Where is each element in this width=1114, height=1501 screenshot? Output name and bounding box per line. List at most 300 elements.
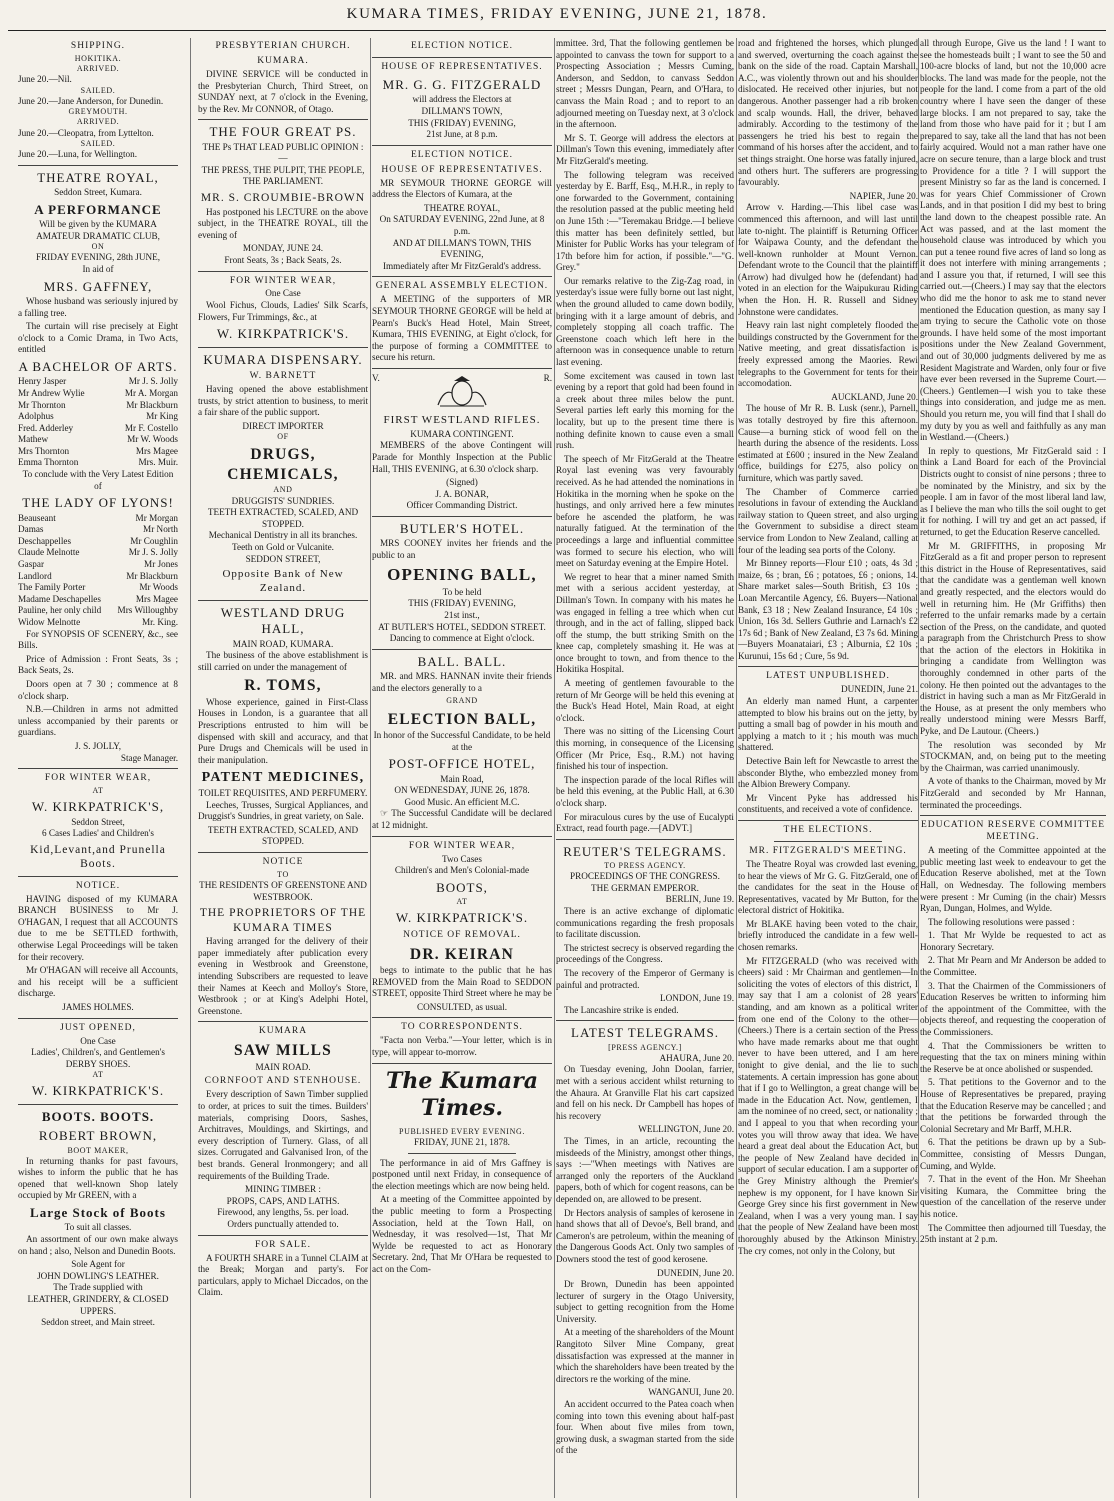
ad-line: LEATHER, GRINDERY, & CLOSED UPPERS. xyxy=(27,1293,169,1316)
cast-row xyxy=(18,513,178,525)
character-name: Claude Melnotte xyxy=(18,547,80,558)
shipping-entry: June 20.—Luna, for Wellington. xyxy=(18,149,138,160)
ad-line: THE Ps THAT LEAD PUBLIC OPINION :— xyxy=(202,141,364,164)
ad-line: THIS (FRIDAY) EVENING, xyxy=(408,598,516,609)
sailed-label: SAILED. xyxy=(80,139,116,149)
ad-line: CONSULTED, as usual. xyxy=(416,1001,507,1012)
ad-heading: PRESBYTERIAN CHURCH. xyxy=(215,41,351,51)
arrived-label: ARRIVED. xyxy=(76,64,120,74)
ad-title: Large Stock of Boots xyxy=(30,1205,166,1220)
paragraph: Whose experience, gained in First-Class Houses in London, is a guarantee that all Prescriptions entrusted to him will be dispensed with skill and accuracy, and that Pure Drugs and Chemicals will be used in their manipulation. xyxy=(198,696,368,765)
signature: J. A. BONAR, xyxy=(435,488,489,499)
paragraph: In reply to questions, Mr FitzGerald said : I think a Land Board for each of the Provincial Districts ought to consist of nine persons ; three to be nominated by the Ministry, and six by the people. I am in favor of the most liberal land law, as I believe the man who tills the soil ought to get it for nothing. I will try and get an act passed, if returned, to get the Education Reserve cancelled. xyxy=(920,445,1106,537)
cast-row xyxy=(18,536,178,548)
dateline: DUNEDIN, June 21. xyxy=(840,684,918,695)
actor-name: Mr Blackburn xyxy=(126,399,178,410)
ad-line: Good Music. An efficient M.C. xyxy=(404,796,520,807)
ad-line: Dancing to commence at Eight o'clock. xyxy=(389,633,535,644)
rule xyxy=(18,768,178,769)
ad-title: BUTLER'S HOTEL. xyxy=(399,520,525,536)
paragraph: Having arranged for the delivery of their paper immediately after publication every evening in Westbrook and Greenstone, intending Subscribers are requested to leave their Names at Keech and Molloy's Store, Westbrook ; or at King's Adelphi Hotel, Greenstone. xyxy=(198,936,368,1016)
ad-line: BOOT MAKER, xyxy=(67,1145,129,1155)
ad-title: MR. G. G. FITZGERALD xyxy=(382,76,542,92)
paragraph: An assortment of our own make always on hand ; also, Nelson and Dunedin Boots. xyxy=(18,1233,178,1256)
paragraph: Mr Vincent Pyke has addressed his constituents, and received a vote of confidence. xyxy=(738,792,918,815)
section-subheading: [PRESS AGENCY.] xyxy=(608,1042,682,1052)
character-name: Mr Thornton xyxy=(18,399,66,410)
ad-title: KUMARA DISPENSARY. xyxy=(203,351,363,367)
ad-heading: KUMARA xyxy=(258,1026,308,1037)
play-title: A BACHELOR OF ARTS. xyxy=(18,358,178,374)
paragraph: An accident occurred to the Patea coach when coming into town this evening about half-past four. When about five miles from town, growing dusk, a swagman started from the side of the xyxy=(556,1399,734,1456)
port-hokitika: HOKITIKA. xyxy=(74,53,122,63)
ad-title: ELECTION BALL, xyxy=(387,710,537,728)
dateline: WELLINGTON, June 20. xyxy=(638,1124,734,1135)
ad-line: OF xyxy=(277,432,289,442)
dateline: AHAURA, June 20. xyxy=(659,1052,734,1063)
paragraph: begs to intimate to the public that he has REMOVED from the Main Road to SEDDON STREET, opposite Third Street where he may be xyxy=(372,965,552,999)
cast-row xyxy=(18,376,178,388)
ad-title: R. TOMS, xyxy=(244,677,322,695)
rule xyxy=(198,1021,368,1022)
cast-row xyxy=(18,411,178,423)
paragraph: Detective Bain left for Newcastle to arrest the absconder Blythe, who embezzled money from the Albion Brewery Company. xyxy=(738,756,918,790)
paragraph: HAVING disposed of my KUMARA BRANCH BUSINESS to Mr J. O'HAGAN, I request that all ACCOUNTS due to me be SETTLED forthwith, otherwise Legal Proceedings will be taken for their recovery. xyxy=(18,893,178,962)
ad-line: Immediately after Mr FitzGerald's address. xyxy=(382,260,542,271)
actor-name: Mr Jones xyxy=(144,559,178,570)
ad-title: BOOTS, xyxy=(436,879,488,895)
cast-list xyxy=(18,513,178,629)
ad-line: Mechanical Dentistry in all its branches. xyxy=(208,530,358,541)
column-5 xyxy=(738,38,918,1498)
paragraph: 1. That Mr Wylde be requested to act as Honorary Secretary. xyxy=(920,930,1106,952)
paragraph: There is an active exchange of diplomatic communications regarding the fresh proposals to facilitate discussion. xyxy=(556,906,734,940)
character-name: Fred. Adderley xyxy=(18,422,74,433)
paragraph: The performance in aid of Mrs Gaffney is postponed until next Friday, in consequence of the election meetings which are now being held. xyxy=(372,1157,552,1191)
rule xyxy=(372,1017,552,1018)
ad-line: TO xyxy=(277,870,289,879)
cast-row xyxy=(18,388,178,400)
paragraph: A meeting of gentlemen favourable to the return of Mr George will be held this evening at the Buck's Head Hotel, Main Road, at eight o'clock. xyxy=(556,678,734,723)
ad-line: Ladies', Children's, and Gentlemen's xyxy=(31,1047,165,1058)
ad-line: Two Cases xyxy=(442,853,482,864)
paragraph: MEMBERS of the above Contingent will Parade for Monthly Inspection at the Public Hall, THIS EVENING, at 6.30 o'clock sharp. xyxy=(372,440,552,474)
ad-title: Kid,Levant,and Prunella Boots. xyxy=(30,843,166,871)
signature: J. S. JOLLY, xyxy=(74,740,122,751)
dateline: LONDON, June 19. xyxy=(659,993,734,1004)
paragraph: The Times, in an article, recounting the misdeeds of the Ministry, amongst other things, says :—"When meetings with Natives are arranged only the reporters of the Auckland papers, both of which for cogent reasons, can be depended on, are allowed to be present. xyxy=(556,1135,734,1204)
rule xyxy=(372,57,552,58)
newspaper-title: The Kumara Times. xyxy=(385,1067,539,1122)
ad-line: One Case xyxy=(80,1035,116,1046)
paragraph: 6. That the petitions be drawn up by a Sub-Committee, consisting of Messrs Dungan, Cuming, and Wylde. xyxy=(920,1137,1106,1171)
ad-line: 6 Cases Ladies' and Children's xyxy=(41,828,154,839)
ad-title: ROBERT BROWN, xyxy=(38,1128,158,1144)
paragraph-text: The Successful Candidate will be declared at 12 midnight. xyxy=(372,808,552,830)
rule xyxy=(18,165,178,166)
ad-line: Children's and Men's Colonial-made xyxy=(394,865,530,876)
column-divider xyxy=(918,38,919,1498)
ad-heading: W. BARNETT xyxy=(249,371,317,382)
rule xyxy=(372,836,552,837)
actor-name: Mrs. Muir. xyxy=(138,457,178,468)
rule xyxy=(372,1063,552,1064)
rule xyxy=(556,839,734,840)
ad-line: THIS (FRIDAY) EVENING, xyxy=(408,117,516,128)
paragraph: The following telegram was received yesterday by E. Barff, Esq., M.H.R., in reply to one forwarded to the Government, containing the resolution passed at the public meeting held on June 15th :—"Teremakau Bridge.—I believe this matter has been definitely settled, but Minister for Public Works has your telegram of 17th before him for action, if possible."—"G. Grey." xyxy=(556,169,734,273)
ad-line: One Case xyxy=(265,288,301,299)
character-name: Mathew xyxy=(18,434,49,445)
paragraph: Mr FITZGERALD (who was received with cheers) said : Mr Chairman and gentlemen—In soliciting the votes of electors of this district, I may say that I am a colonist of 28 years' standing, and am known as a political writer from one end of the Colony to the other—(Cheers.) There is a certain section of the Press who have made remarks about me that ought never to have been uttered, and I am here tonight to give denial, and the lie to such statements. A certain impression has gone about that if I go to Wellington, a great change will be made in the Education Act. Now, gentlemen, I am the nominee of no creed, sect, or nationality ; and I appeal to you that when recording your votes you will throw away that idea. We have heard a great deal about the Education Act, but the people of New Zealand have decided in support of secular education. I am a supporter of the Grey Ministry although the Premier's nephew is my opponent, for I have known Sir George Grey since his first government in New Zealand, when I was a very young man. I say that the people of New Zealand have been most thoroughly abused by the Atkinson Ministry. The cry comes, not only in the Colony, but xyxy=(738,955,918,1256)
column-2 xyxy=(198,38,368,1498)
rule xyxy=(372,649,552,650)
dateline: AUCKLAND, June 20. xyxy=(831,391,918,402)
paragraph: Wool Fichus, Clouds, Ladies' Silk Scarfs, Flowers, Fur Trimmings, &c., at xyxy=(198,300,368,322)
paragraph: MR SEYMOUR THORNE GEORGE will address the Electors of Kumara, at the xyxy=(372,177,552,200)
paragraph: Mr O'HAGAN will receive all Accounts, and his receipt will be a sufficient discharge. xyxy=(18,965,178,999)
paragraph: On Tuesday evening, John Doolan, farrier, met with a serious accident whilst returning to the Ahaura. At Granville Flat his cart capsized and fell on his neck. Dr Campbell has hopes of his recovery xyxy=(556,1064,734,1121)
ad-title: PATENT MEDICINES, xyxy=(201,770,365,786)
section-subheading: TO PRESS AGENCY. xyxy=(604,861,686,871)
ad-line: Firewood, any lengths, 5s. per load. xyxy=(217,1207,349,1218)
paragraph: Every description of Sawn Timber supplied to order, at prices to suit the times. Builders' materials, comprising Doors, Sashes, Architraves, Mouldings, and Skirtings, and every description of Turnery. Glass, of all sizes. Corrugated and Galvanised Iron, of the best brands. General Ironmongery; and all requirements of the Building Trade. xyxy=(198,1089,368,1181)
cast-row xyxy=(18,457,178,469)
ad-title: W. KIRKPATRICK'S. xyxy=(216,326,350,342)
character-name: Adolphus xyxy=(18,411,54,422)
cast-row xyxy=(18,547,178,559)
character-name: Deschappelles xyxy=(18,535,72,546)
dateline: DUNEDIN, June 20. xyxy=(656,1267,734,1278)
masthead: KUMARA TIMES, FRIDAY EVENING, JUNE 21, 1878. xyxy=(346,6,768,22)
ad-heading: ELECTION NOTICE. xyxy=(410,41,513,51)
actor-name: Mr North xyxy=(143,524,178,535)
paragraph: The Lancashire strike is ended. xyxy=(564,1004,679,1015)
ad-line: PROPS, CAPS, AND LATHS. xyxy=(226,1195,340,1206)
paragraph: 7. That in the event of the Hon. Mr Sheehan visiting Kumara, the Committee bring the question of the cancellation of the reserve under his notice. xyxy=(920,1174,1106,1219)
sailed-label: SAILED. xyxy=(80,85,116,95)
paragraph: The business of the above establishment is still carried on under the management of xyxy=(198,650,368,672)
shipping-entry: June 20.—Nil. xyxy=(18,74,72,85)
rule xyxy=(372,276,552,277)
paragraph: At a meeting of the shareholders of the Mount Rangitoto Silver Mine Company, great dissatisfaction was expressed at the manner in which the shareholders have been treated by the directors re the working of the mine. xyxy=(556,1327,734,1384)
column-divider xyxy=(370,38,371,1498)
vr-letter: R. xyxy=(543,372,552,383)
ad-heading: GENERAL ASSEMBLY ELECTION. xyxy=(375,281,549,292)
theatre-address: Seddon Street, Kumara. xyxy=(54,187,142,198)
paragraph: The following resolutions were passed : xyxy=(928,916,1075,927)
column-3 xyxy=(372,38,552,1498)
actor-name: Mrs Magee xyxy=(135,445,178,456)
ad-line: In honor of the Successful Candidate, to be held at the xyxy=(373,730,551,752)
performance-date: FRIDAY EVENING, 28th JUNE, xyxy=(35,252,161,263)
rule xyxy=(556,1020,734,1021)
ad-line: will address the Electors at xyxy=(412,94,512,105)
ad-heading: HOUSE OF REPRESENTATIVES. xyxy=(381,61,543,72)
section-heading: EDUCATION RESERVE COMMITTEE MEETING. xyxy=(920,820,1106,843)
paragraph: Has postponed his LECTURE on the above subject, in the THEATRE ROYAL, till the evening of xyxy=(198,206,368,240)
column-divider xyxy=(736,38,737,1498)
shipping-heading: SHIPPING. xyxy=(70,41,126,51)
paragraph xyxy=(372,808,552,831)
cast-row xyxy=(18,423,178,435)
play-title: THE LADY OF LYONS! xyxy=(22,495,174,511)
theatre-heading: THEATRE ROYAL, xyxy=(37,169,159,185)
section-subheading: PROCEEDINGS OF THE CONGRESS. xyxy=(570,871,720,882)
paragraph: An elderly man named Hunt, a carpenter attempted to blow his brains out on the jetty, by putting a small bag of powder in his mouth and applying a match to it ; his mouth was much shattered. xyxy=(738,696,918,753)
ad-line: GRAND xyxy=(446,696,478,706)
masthead-rule xyxy=(8,30,1106,31)
ad-title: OPENING BALL, xyxy=(387,565,537,585)
actor-name: Mr King xyxy=(146,411,178,422)
ad-line: AND xyxy=(273,485,293,495)
paragraph: For SYNOPSIS OF SCENERY, &c., see Bills. xyxy=(18,628,178,651)
ad-heading: KUMARA. xyxy=(257,55,309,66)
ad-line: MAIN ROAD. xyxy=(255,1061,311,1072)
paragraph: road and frightened the horses, which plunged and swerved, overturning the coach against the bank on the side of the road. Captain Marshall, A.C., was violently thrown out and his shoulder dislocated. He received other injuries, but not dangerous. Another passenger had a rib broken and scalp wounds. Hall, the driver, behaved admirably. According to the testimony of the passengers he tried his best to regain the command of his horses after the accident, and to set things straight. One horse was fatally injured, and others hurt. The sufferers are progressing favourably. xyxy=(738,38,918,188)
ad-title: THE PROPRIETORS OF THE KUMARA TIMES xyxy=(199,907,367,934)
ad-line: AND AT DILLMAN'S TOWN, THIS EVENING, xyxy=(392,237,532,260)
shipping-entry: June 20.—Cleopatra, from Lyttelton. xyxy=(18,127,154,138)
royal-crest-icon xyxy=(432,375,492,409)
rule xyxy=(774,841,882,842)
ad-line: JOHN DOWLING'S LEATHER. xyxy=(37,1270,159,1281)
issue-date: FRIDAY, JUNE 21, 1878. xyxy=(414,1137,510,1148)
paragraph: Mr M. GRIFFITHS, in proposing Mr FitzGerald as a fit and proper person to represent this district in the House of Representatives, said that the candidate was a gentleman well known and greatly respected, and the electors would do well in returning him. He (Mr Griffiths) then referred to the unfair remarks made by a certain section of the Press, on the candidate, and quoted a paragraph from the Christchurch Press to show that the action of the electors in Hokitika in bringing a candidate from Wellington was thoroughly condemned in other parts of the colony. He then pointed out the advantages to the district in having such a man as Mr FitzGerald in the House, as at present the only members who really understood mining were Messrs Barff, Pyke, and De Lautour. (Cheers.) xyxy=(920,540,1106,737)
actor-name: Mr. King. xyxy=(142,616,178,627)
paragraph: all through Europe, Give us the land ! I want to see the homesteads built ; I want to see the 50 and 100-acre blocks of land, but not the 10,000 acre blocks. The land was made for the people, not the people for the land. I come from a part of the old country where I have seen the danger of these large blocks. I am not prepared to say, take the land from those who have paid for it ; but I am prepared to say, take all the land that has not been fairly acquired. Would not a man rather have one acre on secure tenure, than a large block and trust to Providence for a title ? I will support the present Ministry so far as the land is concerned. I was for years Chief Commissioner of Crown Lands, and in that position I did my best to bring the land down to the cheapest possible rate. An Act was passed, and at the last moment the household clause was introduced by which you can put a tenee round five acres of land so long as it does not interfere with mining arrangements ; and I assure you that, if returned, I will see this carried out.—(Cheers.) I may say that the electors who did me the honor to ask me to stand never mentioned the Education question, as many say I am trying to secure the Catholic vote on those grounds. I have held some of the most important positions under the New Zealand Government, and out of 30,000 judgments delivered by me as Resident Magistrate and Warden, only four or five have ever been reversed in the Supreme Court.—(Cheers.) Gentlemen—I wish you to take these things into consideration, and judge me as men. Should you return me, you will find that I shall do my duty by you as well and faithfully as any man in Westland.—(Cheers.) xyxy=(920,38,1106,443)
ad-line: To suit all classes. xyxy=(64,1222,132,1233)
vr-crest-row xyxy=(372,373,552,411)
ad-line: TEETH EXTRACTED, SCALED, AND STOPPED. xyxy=(207,824,359,847)
rule xyxy=(18,876,178,877)
section-heading: THE ELECTIONS. xyxy=(783,824,873,835)
paragraph: mmittee. 3rd, That the following gentlemen be appointed to canvass the town for support to a Prospecting Association ; Messrs Cuming, Anderson, and Seddon, to canvass Seddon street ; Messrs Dungan, Pearn, and O'Hara, to canvass the Main Road ; and to report to an adjourned meeting on Tuesday next, at 3 o'clock in the afternoon. xyxy=(556,38,734,130)
column-divider xyxy=(190,38,191,1498)
beneficiary: MRS. GAFFNEY, xyxy=(43,278,153,294)
ad-heading: FOR SALE. xyxy=(255,1239,311,1250)
rule xyxy=(198,852,368,853)
cast-list xyxy=(18,376,178,469)
ad-title: Opposite Bank of New Zealand. xyxy=(222,568,344,594)
paragraph: The strictest secrecy is observed regarding the proceedings of the Congress. xyxy=(556,942,734,965)
rule xyxy=(372,145,552,146)
paragraph: The curtain will rise precisely at Eight o'clock to a Comic Drama, in Two Acts, entitled xyxy=(18,321,178,355)
vr-letter: V. xyxy=(372,372,380,383)
signature-title: Officer Commanding District. xyxy=(406,500,518,511)
ad-line: DILLMAN'S TOWN, xyxy=(421,105,503,116)
ad-line: MINING TIMBER : xyxy=(245,1184,321,1195)
ad-title: WESTLAND DRUG HALL, xyxy=(220,604,346,637)
actor-name: Mr W. Woods xyxy=(127,434,178,445)
actor-name: Mr J. S. Jolly xyxy=(128,547,178,558)
notice-heading: NOTICE xyxy=(262,857,304,868)
ad-title: W. KIRKPATRICK'S. xyxy=(31,1083,165,1099)
section-heading: LATEST UNPUBLISHED. xyxy=(766,671,890,682)
ad-line: Teeth on Gold or Vulcanite. xyxy=(232,541,334,552)
rule xyxy=(18,1018,178,1019)
ad-line: Orders punctually attended to. xyxy=(227,1218,339,1229)
actor-name: Mr Coughlin xyxy=(130,535,178,546)
actor-name: Mrs Magee xyxy=(135,593,178,604)
cast-row xyxy=(18,594,178,606)
paragraph: The recovery of the Emperor of Germany is painful and protracted. xyxy=(556,967,734,990)
ad-title: W. KIRKPATRICK'S. xyxy=(395,910,529,926)
rule xyxy=(738,820,918,821)
ad-line: Sole Agent for xyxy=(71,1259,125,1270)
ad-line: KUMARA CONTINGENT. xyxy=(410,428,514,439)
ad-heading: FOR WINTER WEAR, xyxy=(44,773,152,784)
actor-name: Mr A. Morgan xyxy=(124,387,178,398)
paragraph: Mr BLAKE having been voted to the chair, briefly introduced the candidate in a few well-chosen remarks. xyxy=(738,918,918,953)
port-greymouth: GREYMOUTH. xyxy=(68,107,128,117)
notice-heading: NOTICE. xyxy=(75,880,121,891)
section-subheading: THE GERMAN EMPEROR. xyxy=(591,882,699,893)
paragraph: Mr Binney reports—Flour £10 ; oats, 4s 3d ; maize, 6s ; bran, £6 ; potatoes, £6 ; onions, 14. Share market sales—South British, £3 10s ; Loan Mercantile Agency, £6. Buyers—National Bank, £3 18 ; New Zealand Insurance, £4 10s ; Union, 16s 3d. Sellers Guthrie and Larnach's £2 17s 6d ; Bank of New Zealand, £3 7s 6d. Mining—Buyers Moanataiari, £3 ; Alburnia, £2 10s ; Kurunui, 15s 6d ; Cure, 5s 9d. xyxy=(738,558,918,661)
ad-line: DRUGGISTS' SUNDRIES. xyxy=(231,495,335,506)
cast-row xyxy=(18,446,178,458)
ad-line: 21st inst., xyxy=(444,610,480,621)
ad-title: DRUGS, CHEMICALS, xyxy=(227,446,339,483)
paragraph: For miraculous cures by the use of Eucalypti Extract, read fourth page.—[ADVT.] xyxy=(556,811,734,834)
paragraph: The inspection parade of the local Rifles will be held this evening, at the Public Hall, at 6.30 o'clock sharp. xyxy=(556,774,734,808)
actor-name: Mr F. Costello xyxy=(124,422,178,433)
character-name: Landlord xyxy=(18,570,52,581)
ad-line: (Signed) xyxy=(446,477,478,488)
arrived-label: ARRIVED. xyxy=(76,117,120,127)
paragraph: The speech of Mr FitzGerald at the Theatre Royal last evening was very favourably received. As he had attended the nominations in Hokitika in the morning when he spoke on the hustings, and only arrived here a few minutes before he ascended the platform, he was naturally fatigued. At the termination of the proceedings a large and influential committee was formed to secure his election, who will meet on Saturday evening at the Empire Hotel. xyxy=(556,453,734,569)
paragraph: In returning thanks for past favours, wishes to inform the public that he has opened that well-known Shop lately occupied by Mr GREEN, with a xyxy=(18,1155,178,1201)
ad-line: PUBLISHED EVERY EVENING. xyxy=(399,1126,525,1136)
paragraph: Whose husband was seriously injured by a falling tree. xyxy=(18,295,178,318)
column-4 xyxy=(556,38,734,1498)
given-by: Will be given by the KUMARA AMATEUR DRAMATIC CLUB, xyxy=(36,219,160,241)
paragraph: Having opened the above establishment trusts, by strict attention to business, to merit a fair share of the public support. xyxy=(198,383,368,418)
paragraph: There was no sitting of the Licensing Court this morning, in consequence of the Licensing Officer (Mr Price, Esq., R.M.) not having finished his tour of inspection. xyxy=(556,726,734,772)
paragraph: Some excitement was caused in town last evening by a report that gold had been found in a creek about three miles below the punt. Several parties left early this morning for the locality, but up to the present time there is nothing definite known to cause even a small rush. xyxy=(556,370,734,451)
rule xyxy=(738,666,918,667)
character-name: Damas xyxy=(18,524,44,535)
cast-row xyxy=(18,400,178,412)
ad-line: TEETH EXTRACTED, SCALED, AND STOPPED. xyxy=(207,507,359,529)
paragraph: DIVINE SERVICE will be conducted in the Presbyterian Church, Third Street, on SUNDAY next, at 7 o'clock in the Evening, by the Rev. Mr CONNOR, of Otago. xyxy=(198,68,368,114)
dateline: BERLIN, June 19. xyxy=(665,894,734,905)
rule xyxy=(372,516,552,517)
at-label: AT xyxy=(92,786,104,796)
paragraph: Arrow v. Harding.—This libel case was commenced this afternoon, and will last until late to-night. The plaintiff is Returning Officer for Waipawa County, and the defendant the well-known runholder at Mount Vernon. Defendant wrote to the Council that the plaintiff (Arrow) had divulged how he (defendant) had voted in an election for the Waipukurau Riding when the Hon. H. R. Russell and Sidney Johnstone were candidates. xyxy=(738,202,918,317)
paragraph: 3. That the Chairmen of the Commissioners of Education Reserves be written to informing him of the appointment of the Committee, with the objects thereof, and requesting the cooperation of the Commissioners. xyxy=(920,980,1106,1038)
character-name: Beauseant xyxy=(18,512,56,523)
ad-heading: ELECTION NOTICE. xyxy=(410,149,513,160)
paragraph: Dr Hectors analysis of samples of kerosene in hand shows that all of Devoe's, Bell brand, and Cameron's are petroleum, within the meaning of the Dangerous Goods Act. Only two samples of Downers stood the test of good kerosene. xyxy=(556,1207,734,1264)
dateline: NAPIER, June 20. xyxy=(849,190,918,201)
ad-title: THE FOUR GREAT PS. xyxy=(209,124,357,140)
ad-line: The Trade supplied with xyxy=(53,1282,143,1293)
ad-line: Seddon street, and Main street. xyxy=(41,1317,155,1328)
rule xyxy=(198,347,368,348)
ad-line: 21st June, at 8 p.m. xyxy=(426,129,498,140)
cast-row xyxy=(18,434,178,446)
ad-line: Seddon Street, xyxy=(71,816,125,827)
actor-name: Mr Woods xyxy=(139,582,178,593)
cast-row xyxy=(18,559,178,571)
character-name: Henry Jasper xyxy=(18,376,67,387)
ad-title: DR. KEIRAN xyxy=(409,945,515,963)
rule xyxy=(408,1153,516,1154)
rule xyxy=(18,1104,178,1105)
column-1 xyxy=(18,38,178,1498)
character-name: Widow Melnotte xyxy=(18,616,81,627)
ad-line: TOILET REQUISITES, AND PERFUMERY. xyxy=(198,788,368,799)
shipping-entry: June 20.—Jane Anderson, for Dunedin. xyxy=(18,95,164,106)
paragraph: 4. That the Commissioners be written to requesting that the tax on miners mining within the Reserve be at once abolished or suspended. xyxy=(920,1040,1106,1074)
paragraph: "Facta non Verba."—Your letter, which is in type, will appear to-morrow. xyxy=(372,1035,552,1057)
character-name: The Family Porter xyxy=(18,582,86,593)
column-divider xyxy=(554,38,555,1498)
rule xyxy=(198,119,368,120)
ad-line: THE PRESS, THE PULPIT, THE PEOPLE, THE PARLIAMENT. xyxy=(201,164,365,187)
paragraph: Leeches, Trusses, Surgical Appliances, and Druggist's Sundries, in great variety, on Sale. xyxy=(198,799,368,822)
ad-heading: HOUSE OF REPRESENTATIVES. xyxy=(381,164,543,175)
paragraph: Heavy rain last night completely flooded the buildings constructed by the Government for the Native meeting, and great dissatisfaction is freely expressed among the Maories. Rewi telegraphs to the Government for tents for their accomodation. xyxy=(738,320,918,389)
pointing-hand-icon: ☞ xyxy=(380,808,392,819)
ad-line: THE RESIDENTS OF GREENSTONE AND WESTBROOK. xyxy=(199,880,367,902)
dateline: WANGANUI, June 20. xyxy=(648,1387,734,1398)
paragraph: Mr S. T. George will address the electors at Dillman's Town this evening, immediately after Mr FitzGerald's meeting. xyxy=(556,132,734,166)
cast-row xyxy=(18,605,178,617)
rule xyxy=(198,1235,368,1236)
ad-line: AT BUTLER'S HOTEL, SEDDON STREET. xyxy=(378,621,546,632)
rule xyxy=(198,271,368,272)
rule xyxy=(198,600,368,601)
paragraph: Our remarks relative to the Zig-Zag road, in yesterday's issue were fully borne out last night, when the ground alluded to came down bodily, bringing with it a large amount of debris, and completely stopping all coach traffic. The Greenstone coach which left here in the afternoon was in consequence unable to return last evening. xyxy=(556,275,734,368)
ad-title: MR. S. CROUMBIE-BROWN xyxy=(200,192,366,205)
ad-title: POST-OFFICE HOTEL, xyxy=(388,756,536,772)
paragraph: MRS COONEY invites her friends and the public to an xyxy=(372,538,552,560)
character-name: Gaspar xyxy=(18,559,45,570)
paragraph: Price of Admission : Front Seats, 3s ; Back Seats, 2s. xyxy=(18,653,178,676)
cast-row xyxy=(18,582,178,594)
paragraph: The Chamber of Commerce carried resolutions in favour of extending the Auckland railway station to Queen street, and also urging the Government to subsidise a direct steam service from London to New Zealand, calling at four of the leading sea ports of the Colony. xyxy=(738,486,918,555)
cast-row xyxy=(18,617,178,629)
paragraph: 2. That Mr Pearn and Mr Anderson be added to the Committee. xyxy=(920,955,1106,978)
cast-row xyxy=(18,571,178,583)
signature-title: Stage Manager. xyxy=(120,752,178,763)
character-name: Emma Thornton xyxy=(18,457,79,468)
paragraph: A meeting of the Committee appointed at the public meeting last week to endeavour to get the Education Reserve abolished, met at the Town Hall, on Wednesday. The following members were present : Mr Cuming (in the chair) Messrs Ryan, Dungan, Holmes, and Wylde. xyxy=(920,845,1106,914)
cast-row xyxy=(18,524,178,536)
paragraph: At a meeting of the Committee appointed by the public meeting to form a Prospecting Association, held at the Town Hall, on Wednesday, it was resolved—1st, That Mr Wylde be requested to act as Honorary Secretary. 2nd, That Mr O'Hara be requested to act on the Com- xyxy=(372,1194,552,1274)
ad-heading: NOTICE OF REMOVAL. xyxy=(403,929,521,940)
paragraph: 5. That petitions to the Governor and to the House of Representatives be prepared, praying that the Education Reserve may be cancelled ; and that the petitions be forwarded through the Colonial Secretary and Mr Barff, M.H.R. xyxy=(920,1077,1106,1134)
section-heading: TO CORRESPONDENTS. xyxy=(401,1022,523,1033)
paragraph: A MEETING of the supporters of MR SEYMOUR THORNE GEORGE will be held at Pearn's Buck's Head Hotel, Main Street, Kumara, THIS EVENING, at Eight o'clock, for the purpose of forming a COMMITTEE to secure his return. xyxy=(372,294,552,363)
ad-line: To be held xyxy=(442,586,482,597)
paragraph: The resolution was seconded by Mr STOCKMAN, and, on being put to the meeting by the Chairman, was carried unanimously. xyxy=(920,739,1106,773)
ad-title: BALL. BALL. xyxy=(417,653,507,669)
ad-heading: FOR WINTER WEAR, xyxy=(408,840,516,851)
ad-heading: CORNFOOT AND STENHOUSE. xyxy=(204,1076,362,1087)
ad-title: SAW MILLS xyxy=(234,1042,332,1060)
section-heading: REUTER'S TELEGRAMS. xyxy=(563,843,727,859)
paragraph: We regret to hear that a miner named Smith met with a serious accident yesterday, at Dillman's Town. In company with his mates he was engaged in felling a tree which when cut through, and in the act of falling, slipped back off the stump, the butt striking Smith on the knee cap, completely smashing it. He was at once brought to town, and from thence to the Hokitika Hospital. xyxy=(556,571,734,675)
ad-heading: JUST OPENED, xyxy=(60,1022,136,1033)
rule xyxy=(372,368,552,369)
ad-line: Front Seats, 3s ; Back Seats, 2s. xyxy=(224,254,342,265)
ad-line: ON WEDNESDAY, JUNE 26, 1878. xyxy=(394,785,530,796)
ad-line: MAIN ROAD, KUMARA. xyxy=(232,638,334,649)
at-label: AT xyxy=(456,897,468,907)
ad-line: Main Road, xyxy=(440,773,484,784)
